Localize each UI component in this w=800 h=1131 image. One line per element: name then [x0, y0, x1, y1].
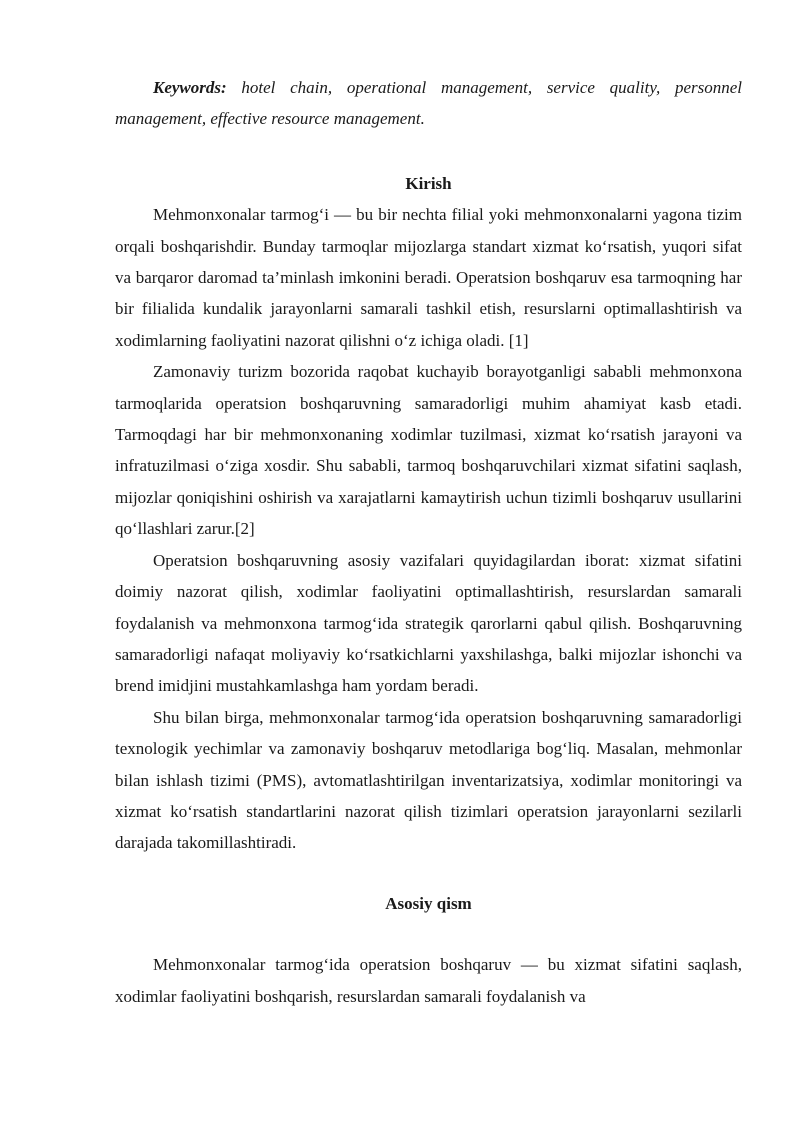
intro-heading: Kirish: [405, 173, 452, 193]
intro-paragraph-4: Shu bilan birga, mehmonxonalar tarmog‘ida operatsion boshqaruvning samaradorligi texnologik yechimlar va zamonaviy boshqaruv metodlariga bog‘liq. Masalan, mehmonlar bilan ishlash tizimi (PMS), avtomatlashtirilgan inventarizatsiya, xodimlar monitoringi va xizmat ko‘rsatish standartlarini nazorat qilish tizimlari operatsion jarayonlarni sezilarli darajada takomillashtiradi.: [115, 707, 742, 853]
intro-paragraph-2: Zamonaviy turizm bozorida raqobat kuchayib borayotganligi sababli mehmonxona tarmoqlarida operatsion boshqaruvning samaradorligi muhim ahamiyat kasb etadi. Tarmoqdagi har bir mehmonxonaning xodimlar tuzilmasi, xizmat ko‘rsatish jarayoni va infratuzilmasi o‘ziga xosdir. Shu sababli, tarmoq boshqaruvchilari xizmat sifatini saqlash, mijozlar qoniqishini oshirish va xarajatlarni kamaytirish uchun tizimli boshqaruv usullarini qo‘llashlari zarur.[2]: [115, 362, 742, 539]
intro-paragraph-3: Operatsion boshqaruvning asosiy vazifalari quyidagilardan iborat: xizmat sifatini doimiy nazorat qilish, xodimlar faoliyatini optimallashtirish, resurslardan samarali foydalanish va mehmonxona tarmog‘ida strategik qarorlarni qabul qilish. Boshqaruvning samaradorligi nafaqat moliyaviy ko‘rsatkichlarni yaxshilashga, balki mijozlar ishonchi va brend imidjini mustahkamlashga ham yordam beradi.: [115, 550, 742, 696]
main-paragraph-1: Mehmonxonalar tarmog‘ida operatsion boshqaruv — bu xizmat sifatini saqlash, xodimlar faoliyatini boshqarish, resurslardan samarali foydalanish va: [115, 955, 742, 1006]
intro-paragraph-1: Mehmonxonalar tarmog‘i — bu bir nechta filial yoki mehmonxonalarni yagona tizim orqali boshqarishdir. Bunday tarmoqlar mijozlarga standart xizmat ko‘rsatish, yuqori sifat va barqaror daromad ta’minlash imkonini beradi. Operatsion boshqaruv esa tarmoqning har bir filialida kundalik jarayonlarni samarali tashkil etish, resurslarni optimallashtirish va xodimlarning faoliyatini nazorat qilishni o‘z ichiga oladi. [1]: [115, 205, 742, 350]
keywords-label: Keywords:: [153, 78, 227, 97]
keywords-text: hotel chain, operational management, service quality, personnel management, effective resource management.: [115, 78, 742, 129]
keywords-paragraph: [115, 72, 742, 135]
main-heading: Asosiy qism: [385, 893, 472, 913]
document-page: [115, 72, 742, 1012]
